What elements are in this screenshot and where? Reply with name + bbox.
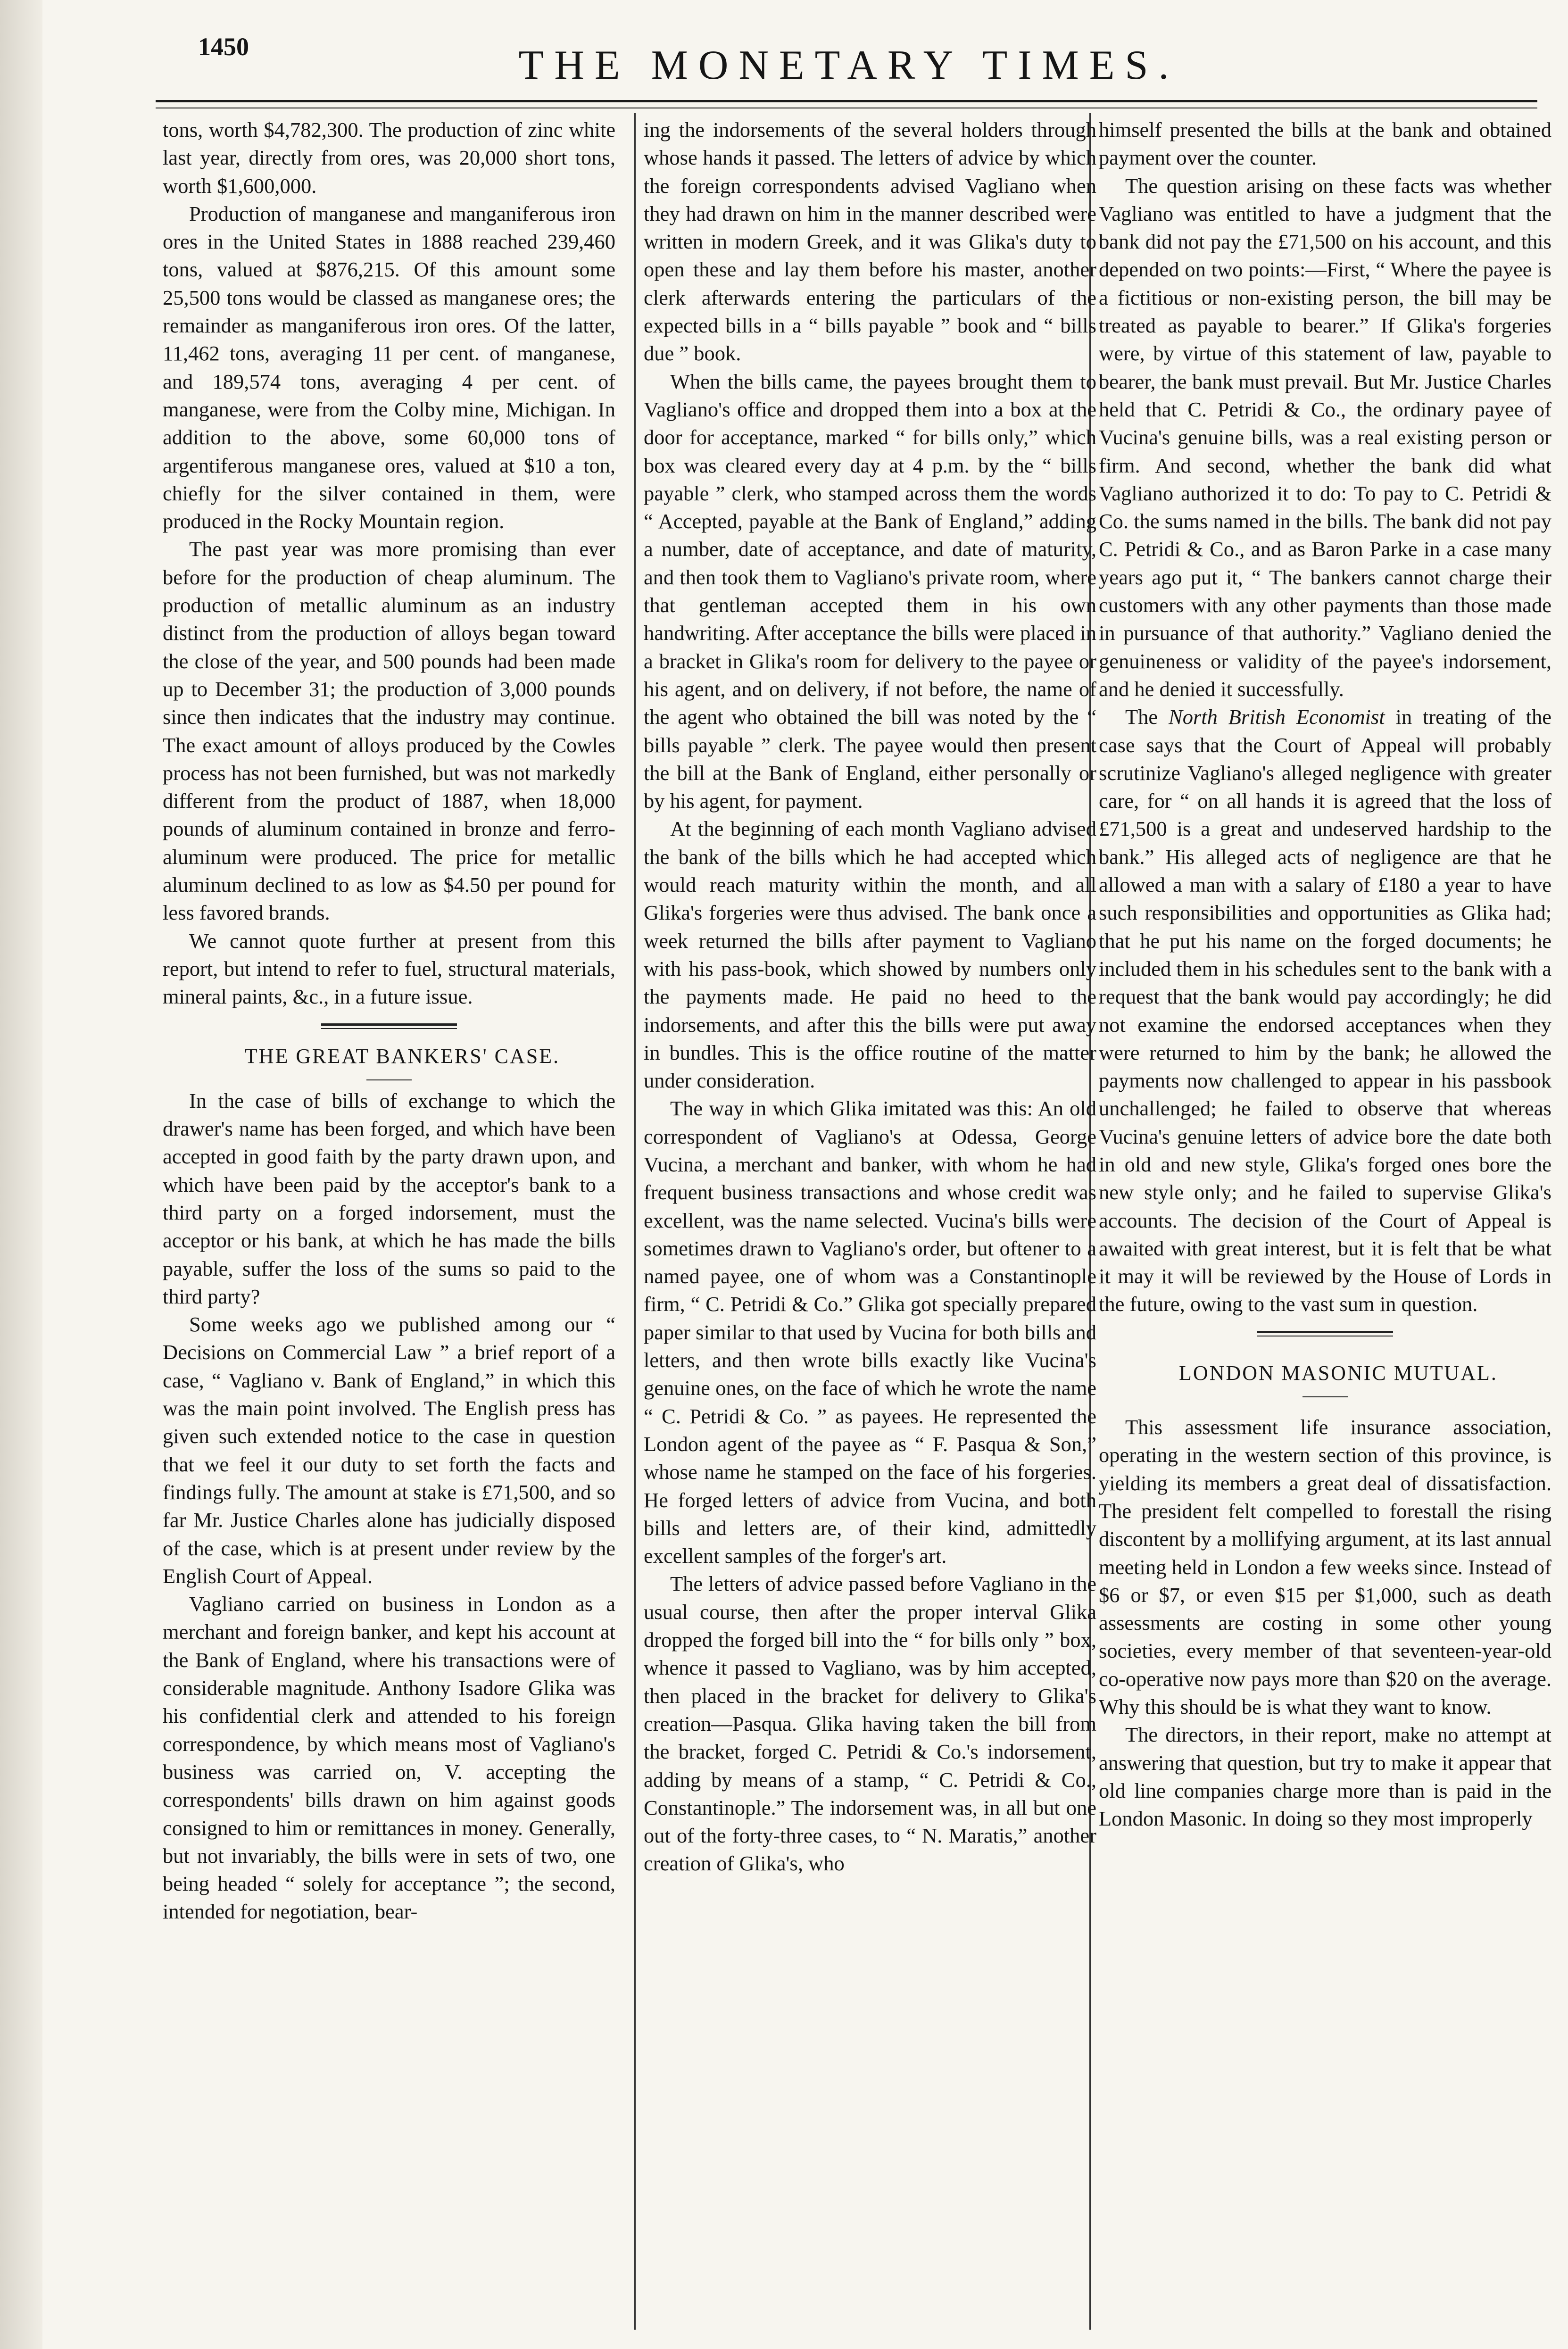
heading-underline <box>163 1075 615 1087</box>
article-heading: THE GREAT BANKERS' CASE. <box>244 1044 560 1068</box>
section-separator <box>1099 1328 1551 1340</box>
masthead: THE MONETARY TIMES. <box>518 42 1179 88</box>
scanned-page-edge <box>0 0 42 2349</box>
text-run: in treating of the case says that the Court of Appeal will probably scrutinize Vagliano's alleged negligence with greater care, for “ on all hands it is agreed that the loss of £71,500 is a great and undeserved hardship to the bank.” His alleged acts of negligence are that he allowed a man with a salary of £180 a year to have such responsibilities and opportunities as Glika had; that he put his name on the forged documents; he included them in his schedules sent to the bank with a request that the bank would pay accordingly; he did not examine the endorsed acceptances when they were returned to him by the bank; he allowed the payments now challenged to appear in his passbook unchallenged; he failed to observe that whereas Vucina's genuine letters of advice bore the date both in old and new style, Glika's forged ones bore the new style only; and he failed to supervise Glika's accounts. The decision of the Court of Appeal is awaited with great interest, but it is felt that be what it may it will be reviewed by the House of Lords in the future, owing to the vast sum in question. <box>1099 705 1551 1316</box>
text-run: The <box>1125 705 1169 729</box>
article-heading: LONDON MASONIC MUTUAL. <box>1179 1361 1498 1385</box>
paragraph: At the beginning of each month Vagliano advised the bank of the bills which he had accepted which would reach maturity within the month, and all Glika's forgeries were thus advised. The bank once a week returned the bills after payment to Vagliano with his pass-book, which showed by numbers only the payments made. He paid no heed to the indorsements, and after this the bills were put away in bundles. This is the office routine of the matter under consideration. <box>644 817 1096 1093</box>
heading-underline <box>1099 1392 1551 1404</box>
paragraph: himself presented the bills at the bank and obtained payment over the counter. <box>1099 118 1551 170</box>
column-divider-1 <box>634 113 636 2330</box>
column-2 <box>644 116 1096 2328</box>
paragraph: Production of manganese and manganiferous iron ores in the United States in 1888 reached 239,460 tons, valued at $876,215. Of this amount some 25,500 tons would be classed as manganese ores; the remainder as manganiferous iron ores. Of the latter, 11,462 tons, averaging 11 per cent. of manganese, and 189,574 tons, averaging 4 per cent. of manganese, were from the Colby mine, Michigan. In addition to the above, some 60,000 tons of argentiferous manganese ores, valued at $10 a ton, chiefly for the silver contained in them, were produced in the Rocky Mountain region. <box>163 201 615 533</box>
paragraph: When the bills came, the payees brought them to Vagliano's office and dropped them into a box at the door for acceptance, marked “ for bills only,” which box was cleared every day at 4 p.m. by the “ bills payable ” clerk, who stamped across them the words “ Accepted, payable at the Bank of England,” adding a number, date of acceptance, and date of maturity, and then took them to Vagliano's private room, where that gentleman accepted them in his own handwriting. After acceptance the bills were placed in a bracket in Glika's room for delivery to the payee or his agent, and on delivery, if not before, the name of the agent who obtained the bill was noted by the “ bills payable ” clerk. The payee would then present the bill at the Bank of England, either personally or by his agent, for payment. <box>644 369 1096 813</box>
paragraph: The question arising on these facts was whether Vagliano was entitled to have a judgment that the bank did not pay the £71,500 on his account, and this depended on two points:—First, “ Where the payee is a fictitious or non-existing person, the bill may be treated as payable to bearer.” If Glika's forgeries were, by virtue of this statement of law, payable to bearer, the bank must prevail. But Mr. Justice Charles held that C. Petridi & Co., the ordinary payee of Vucina's genuine bills, was a real existing person or firm. And second, whether the bank did what Vagliano authorized it to do: To pay to C. Petridi & Co. the sums named in the bills. The bank did not pay C. Petridi & Co., and as Baron Parke in a case many years ago put it, “ The bankers cannot charge their customers with any other payments than those made in pursuance of that authority.” Vagliano denied the genuineness or validity of the payee's indorsement, and he denied it successfully. <box>1099 174 1551 701</box>
page-number: 1450 <box>198 33 249 61</box>
paragraph: Vagliano carried on business in London as a merchant and foreign banker, and kept his account at the Bank of England, where his transactions were of considerable magnitude. Anthony Isadore Glika was his confidential clerk and attended to his foreign correspondence, by which means most of Vagliano's business was carried on, V. accepting the correspondents' bills drawn on him against goods consigned to him or remittances in money. Generally, but not invariably, the bills were in sets of two, one being headed “ solely for acceptance ”; the second, intended for negotiation, bear- <box>163 1592 615 1924</box>
section-separator <box>163 1021 615 1033</box>
paragraph: The directors, in their report, make no attempt at answering that question, but try to make it appear that old line companies charge more than is paid in the London Masonic. In doing so they most improperly <box>1099 1723 1551 1831</box>
paragraph: The way in which Glika imitated was this: An old correspondent of Vagliano's at Odessa, George Vucina, a merchant and banker, with whom he had frequent business transactions and whose credit was excellent, was the name selected. Vucina's bills were sometimes drawn to Vagliano's order, but oftener to a named payee, one of whom was a Constantinople firm, “ C. Petridi & Co.” Glika got specially prepared paper similar to that used by Vucina for both bills and letters, and then wrote bills exactly like Vucina's genuine ones, on the face of which he wrote the name “ C. Petridi & Co. ” as payees. He represented the London agent of the payee as “ F. Pasqua & Son,” whose name he stamped on the face of his forgeries. He forged letters of advice from Vucina, and both bills and letters are, of their kind, admittedly excellent samples of the forger's art. <box>644 1096 1096 1568</box>
paragraph: tons, worth $4,782,300. The production of zinc white last year, directly from ores, was 20,000 short tons, worth $1,600,000. <box>163 118 615 198</box>
paragraph: Some weeks ago we published among our “ Decisions on Commercial Law ” a brief report of a case, “ Vagliano v. Bank of England,” in which this was the main point involved. The English press has given such extended notice to the case in question that we feel it our duty to set forth the facts and findings fully. The amount at stake is £71,500, and so far Mr. Justice Charles alone has judicially disposed of the case, which is at present under review by the English Court of Appeal. <box>163 1312 615 1588</box>
paragraph: This assessment life insurance association, operating in the western section of this province, is yielding its members a great deal of dissatisfaction. The president felt compelled to forestall the rising discontent by a mollifying argument, at its last annual meeting held in London a few weeks since. Instead of $6 or $7, or even $15 per $1,000, such as death assessments are costing in some other young societies, every member of that seventeen-year-old co-operative now pays more than $20 on the average. Why this should be is what they want to know. <box>1099 1415 1551 1719</box>
publication-title: North British Economist <box>1169 705 1385 729</box>
paragraph: The letters of advice passed before Vagliano in the usual course, then after the proper interval Glika dropped the forged bill into the “ for bills only ” box, whence it passed to Vagliano, was by him accepted, then placed in the bracket for delivery to Glika's creation—Pasqua. Glika having taken the bill from the bracket, forged C. Petridi & Co.'s indorsement, adding by means of a stamp, “ C. Petridi & Co., Constantinople.” The indorsement was, in all but one out of the forty-three cases, to “ N. Maratis,” another creation of Glika's, who <box>644 1572 1096 1876</box>
paragraph: ing the indorsements of the several holders through whose hands it passed. The letters of advice by which the foreign correspondents advised Vagliano when they had drawn on him in the manner described were written in modern Greek, and it was Glika's duty to open these and lay them before his master, another clerk afterwards entering the particulars of the expected bills in a “ bills payable ” book and “ bills due ” book. <box>644 118 1096 365</box>
column-1 <box>163 116 615 2328</box>
column-3 <box>1099 116 1551 2328</box>
paragraph: The past year was more promising than ever before for the production of cheap aluminum. The production of metallic aluminum as an industry distinct from the production of alloys began toward the close of the year, and 500 pounds had been made up to December 31; the production of 3,000 pounds since then indicates that the industry may continue. The exact amount of alloys produced by the Cowles process has not been furnished, but was not markedly different from the product of 1887, when 18,000 pounds of aluminum contained in bronze and ferro-aluminum were produced. The price for metallic aluminum declined to as low as $4.50 per pound for less favored brands. <box>163 537 615 925</box>
paragraph <box>1099 703 1551 1319</box>
paragraph: In the case of bills of exchange to which the drawer's name has been forged, and which have been accepted in good faith by the party drawn upon, and which have been paid by the acceptor's bank to a third party on a forged indorsement, must the acceptor or his bank, at which he has made the bills payable, suffer the loss of the sums so paid to the third party? <box>163 1088 615 1308</box>
header-rule-thick <box>156 100 1537 102</box>
paragraph: We cannot quote further at present from this report, but intend to refer to fuel, structural materials, mineral paints, &c., in a future issue. <box>163 929 615 1009</box>
